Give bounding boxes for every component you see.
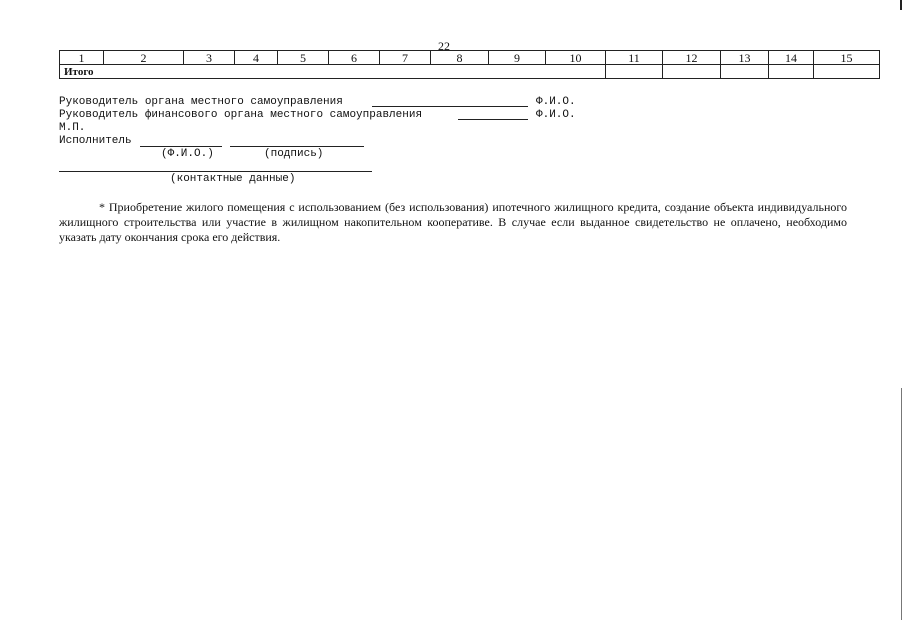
column-number-cell: 13 — [721, 51, 769, 65]
column-number-cell: 6 — [329, 51, 380, 65]
scan-edge-line — [901, 388, 902, 620]
executor-fio-caption: (Ф.И.О.) — [161, 148, 214, 160]
column-number-cell: 2 — [104, 51, 184, 65]
scan-edge-mark — [900, 0, 902, 10]
stamp-label: М.П. — [59, 122, 86, 134]
column-number-cell: 10 — [546, 51, 606, 65]
total-cell — [769, 65, 814, 79]
total-cell — [663, 65, 721, 79]
table-total-row — [60, 65, 880, 79]
column-number-cell: 14 — [769, 51, 814, 65]
page-number: 22 — [438, 39, 450, 53]
head-local-gov-label: Руководитель органа местного самоуправления — [59, 96, 343, 108]
table-header-row — [60, 51, 880, 65]
total-cell — [721, 65, 769, 79]
total-cell — [606, 65, 663, 79]
footnote-text: * Приобретение жилого помещения с использованием (без использования) ипотечного жилищного кредита, создание объекта индивидуального жилищного строительства или участие в жилищном накопительном кооперативе. В случае если выданное свидетельство не оплачено, необходимо указать дату окончания срока его действия. — [59, 200, 847, 244]
column-number-cell: 15 — [814, 51, 880, 65]
column-number-cell: 1 — [60, 51, 104, 65]
column-number-cell: 9 — [489, 51, 546, 65]
column-number-cell: 7 — [380, 51, 431, 65]
total-cell — [814, 65, 880, 79]
head-finance-signature-line — [458, 119, 528, 120]
executor-signature-line — [230, 146, 364, 147]
contact-caption: (контактные данные) — [170, 173, 296, 185]
head-local-gov-signature-line — [372, 106, 528, 107]
column-number-cell: 4 — [235, 51, 278, 65]
executor-fio-line — [140, 146, 222, 147]
column-number-cell: 8 — [431, 51, 489, 65]
head-local-gov-fio: Ф.И.О. — [536, 96, 576, 108]
total-label: Итого — [60, 65, 606, 79]
executor-signature-caption: (подпись) — [264, 148, 324, 160]
head-finance-fio: Ф.И.О. — [536, 109, 576, 121]
column-number-cell: 5 — [278, 51, 329, 65]
head-finance-label: Руководитель финансового органа местного самоуправления — [59, 109, 423, 121]
contact-line — [59, 171, 372, 172]
column-number-cell: 11 — [606, 51, 663, 65]
column-number-cell: 12 — [663, 51, 721, 65]
executor-label: Исполнитель — [59, 135, 132, 147]
column-number-cell: 3 — [184, 51, 235, 65]
report-table — [59, 50, 880, 79]
